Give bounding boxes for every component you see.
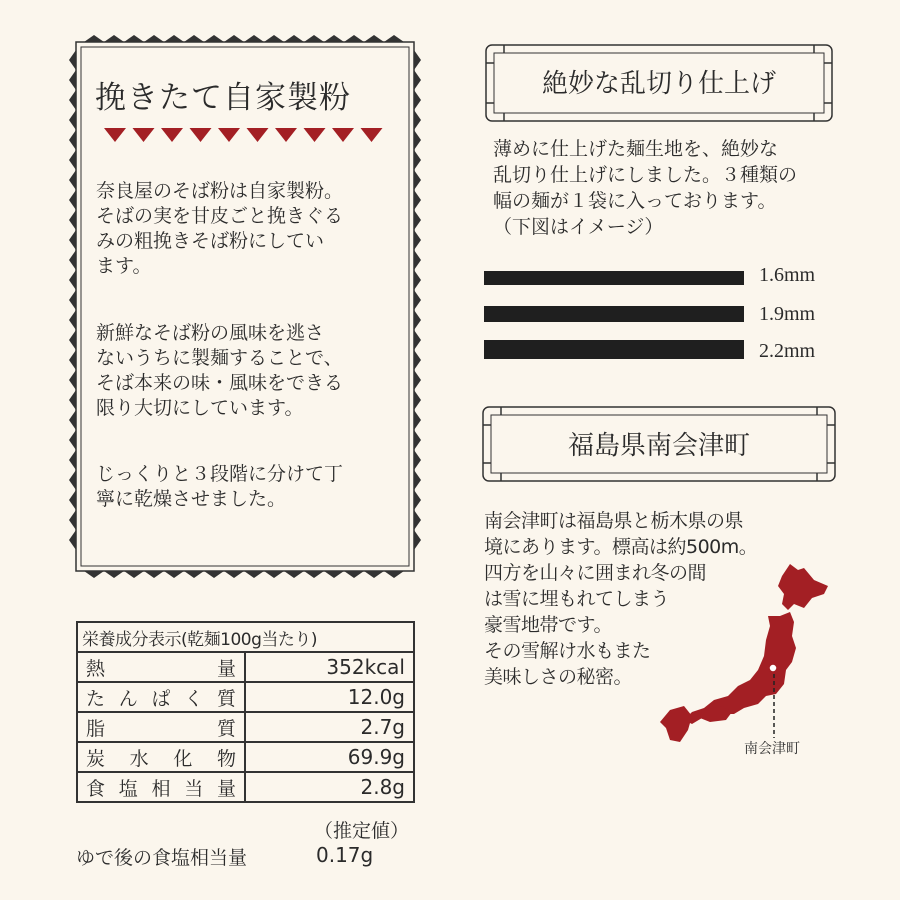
table-row [77, 772, 414, 802]
red-triangle [218, 128, 240, 142]
nutrition-value-fat: 2.7g [245, 712, 414, 742]
table-row [77, 742, 414, 772]
map-location-label: 南会津町 [744, 741, 800, 757]
after-boil-salt-value: 0.17g [316, 843, 374, 867]
table-row [77, 652, 414, 682]
nutrition-label-salt: 食塩相当量 [77, 772, 245, 802]
left-box-title: 挽きたて自家製粉 [95, 80, 351, 116]
noodle-width-bar-3 [484, 340, 744, 359]
nutrition-label-fat: 脂質 [77, 712, 245, 742]
table-row [77, 712, 414, 742]
nutrition-value-carbs: 69.9g [245, 742, 414, 772]
noodle-width-label-3: 2.2mm [759, 340, 816, 362]
region-section-title: 福島県南会津町 [567, 431, 750, 461]
red-triangle [275, 128, 297, 142]
region-section-description: 南会津町は福島県と栃木県の県 境にあります。標高は約500m。 四方を山々に囲まれ冬の間 は雪に埋もれてしまう 豪雪地帯です。 その雪解け水もまた 美味しさの秘密。 [484, 510, 758, 688]
nutrition-header-row [77, 622, 414, 652]
red-triangle [361, 128, 383, 142]
noodle-width-label-2: 1.9mm [759, 303, 816, 325]
noodle-width-label-1: 1.6mm [759, 264, 816, 286]
noodle-width-bar-1 [484, 271, 744, 285]
after-boil-salt-label: ゆで後の食塩相当量 [76, 847, 248, 869]
noodle-section-description: 薄めに仕上げた麺生地を、絶妙な 乱切り仕上げにしました。３種類の 幅の麺が１袋に入っております。 （下図はイメージ） [493, 138, 798, 238]
red-triangle [332, 128, 354, 142]
red-triangle [133, 128, 155, 142]
red-triangle [190, 128, 212, 142]
red-triangle [104, 128, 126, 142]
noodle-width-bar-2 [484, 306, 744, 322]
japan-map [640, 560, 840, 760]
red-triangle-divider [104, 128, 383, 142]
nutrition-value-energy: 352kcal [245, 652, 414, 682]
nutrition-label-energy: 熱量 [77, 652, 245, 682]
left-box-paragraph-1: 奈良屋のそば粉は自家製粉。 そばの実を甘皮ごと挽きぐる みの粗挽きそば粉にしてい ます。 [96, 180, 344, 277]
nutrition-label-carbs: 炭水化物 [77, 742, 245, 772]
nutrition-label-protein: たんぱく質 [77, 682, 245, 712]
nutrition-value-salt: 2.8g [245, 772, 414, 802]
noodle-section-title: 絶妙な乱切り仕上げ [541, 69, 776, 99]
left-box-paragraph-3: じっくりと３段階に分けて丁 寧に乾燥させました。 [96, 463, 344, 510]
nutrition-estimate-note: （推定値） [314, 820, 410, 842]
red-triangle [247, 128, 269, 142]
nutrition-value-protein: 12.0g [245, 682, 414, 712]
nutrition-header: 栄養成分表示(乾麺100g当たり) [77, 622, 414, 652]
nutrition-table [76, 621, 415, 803]
left-box-paragraph-2: 新鮮なそば粉の風味を逃さ ないうちに製麺することで、 そば本来の味・風味をできる 限り大切にしています。 [96, 322, 344, 419]
red-triangle [304, 128, 326, 142]
table-row [77, 682, 414, 712]
red-triangle [161, 128, 183, 142]
map-location-marker [769, 664, 777, 672]
